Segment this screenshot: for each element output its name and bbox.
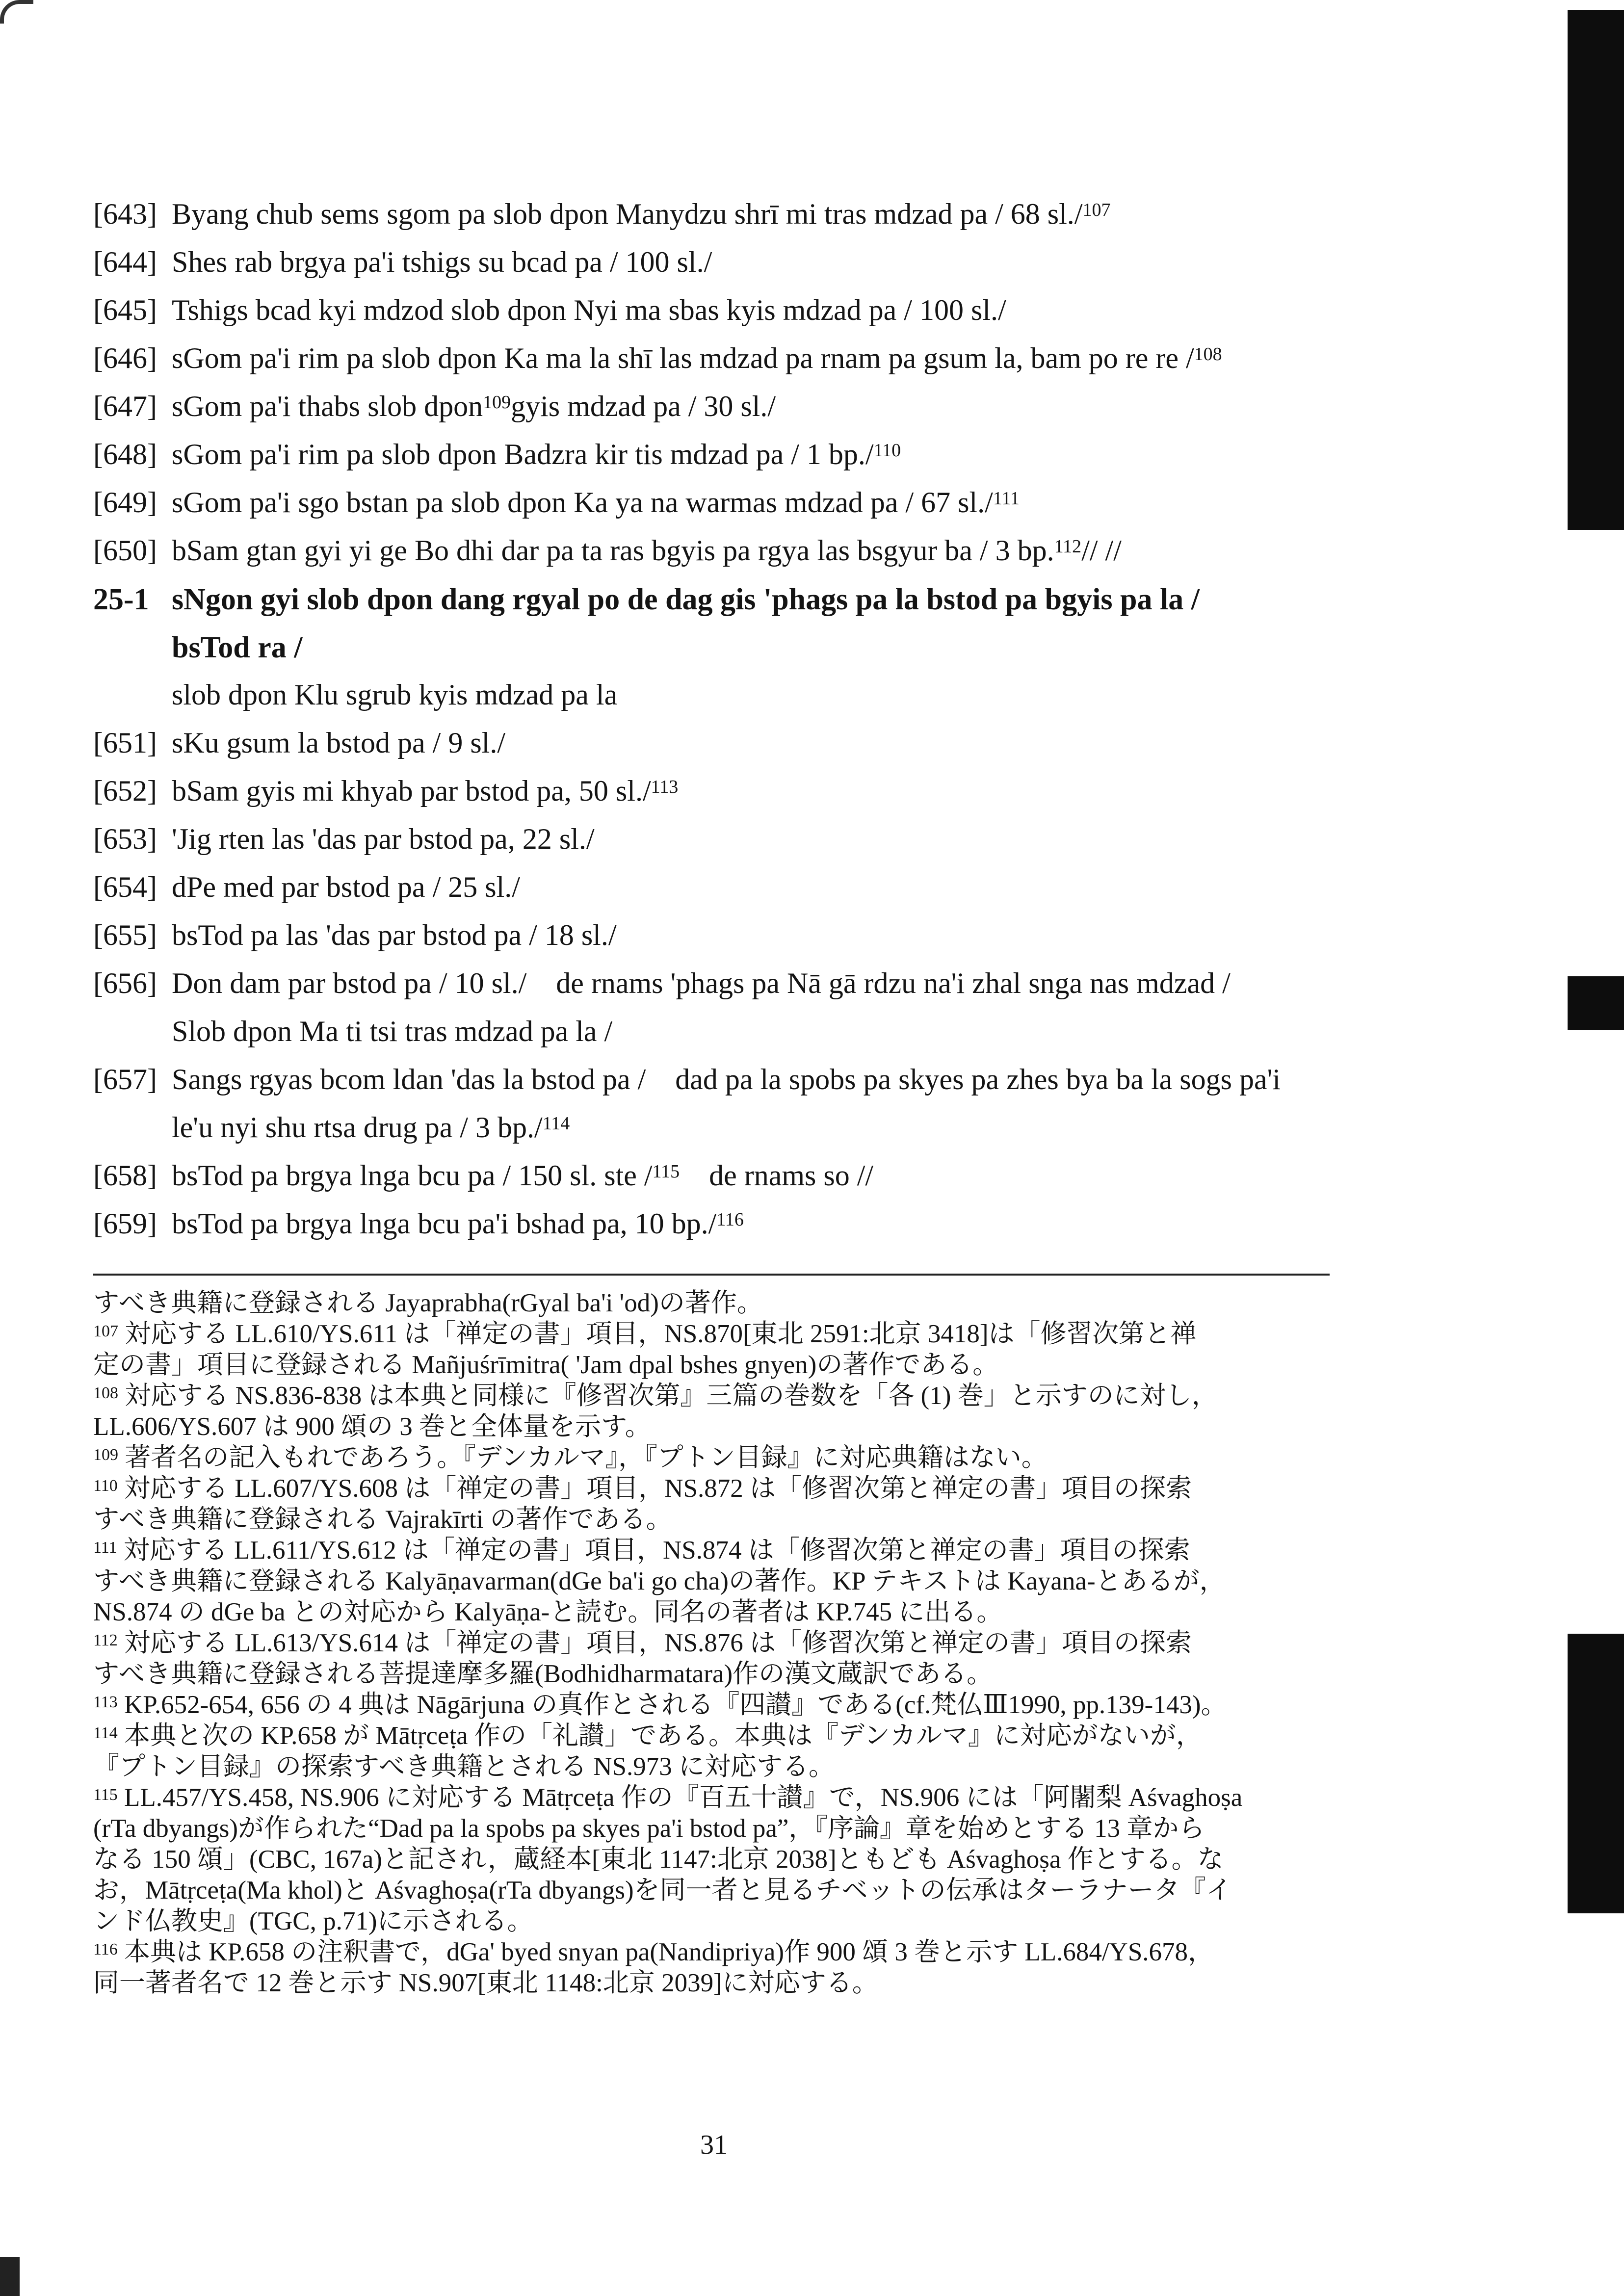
scan-edge-bar — [1568, 10, 1624, 530]
entry-number: [643] — [93, 198, 157, 230]
text-run: dPe med par bstod pa / 25 sl./ — [172, 871, 520, 903]
footnote-ref: 108 — [93, 1384, 118, 1402]
entry-number: [659] — [93, 1207, 157, 1240]
main-text — [93, 196, 1320, 1254]
entry-text — [172, 1206, 1320, 1241]
entry-text — [172, 196, 1320, 232]
footnote-line — [93, 1350, 1339, 1381]
text-run: Shes rab brgya pa'i tshigs su bcad pa / 100 sl./ — [172, 246, 712, 278]
catalog-entry — [93, 821, 1320, 857]
footnote-ref: 116 — [93, 1940, 118, 1958]
catalog-entry — [93, 292, 1320, 328]
footnotes — [93, 1288, 1339, 1999]
entry-line — [172, 1062, 1320, 1097]
text-run: 同一著者名で 12 巻と示す NS.907[東北 1148:北京 2039]に対応する。 — [93, 1969, 878, 1997]
entry-text — [172, 869, 1320, 905]
entry-line — [172, 485, 1320, 520]
text-run: すべき典籍に登録される Vajrakīrti の著作である。 — [93, 1505, 672, 1534]
entry-line — [172, 965, 1320, 1001]
entry-line — [172, 1158, 1320, 1193]
entry-text — [172, 917, 1320, 953]
entry-text — [172, 437, 1320, 472]
section-title-line: bsTod ra / — [172, 631, 303, 664]
footnote-ref: 114 — [93, 1724, 118, 1742]
footnote-line — [93, 1288, 1339, 1319]
catalog-entry — [93, 1158, 1320, 1193]
footnote-line — [93, 1381, 1339, 1411]
footnote-line — [93, 1566, 1339, 1597]
catalog-entry — [93, 725, 1320, 760]
section-heading — [93, 581, 1320, 666]
footnote-line — [93, 1690, 1339, 1721]
entry-number: [645] — [93, 294, 157, 326]
entry-list — [93, 196, 1320, 568]
scan-edge-bar — [1568, 976, 1624, 1030]
footnote-ref: 110 — [873, 440, 901, 461]
entry-text — [172, 340, 1320, 376]
entry-number: [656] — [93, 967, 157, 999]
text-run: sKu gsum la bstod pa / 9 sl./ — [172, 727, 506, 759]
text-run: NS.874 の dGe ba との対応から Kalyāṇa-と読む。同名の著者は KP.745 に出る。 — [93, 1598, 1003, 1626]
scan-edge-mark — [0, 2257, 20, 2296]
entry-number: [649] — [93, 486, 157, 519]
footnote-line — [93, 1782, 1339, 1813]
text-run: sGom pa'i rim pa slob dpon Ka ma la shī las mdzad pa rnam pa gsum la, bam po re re / — [172, 342, 1194, 374]
text-run: LL.606/YS.607 は 900 頌の 3 巻と全体量を示す。 — [93, 1412, 651, 1441]
footnote-ref: 111 — [93, 1539, 117, 1557]
text-run: (rTa dbyangs)が作られた“Dad pa la spobs pa skyes pa'i bstod pa”，『序論』章を始めとする 13 章から — [93, 1814, 1205, 1843]
footnote-line — [93, 1504, 1339, 1535]
catalog-entry — [93, 196, 1320, 232]
entry-line — [172, 1014, 1320, 1049]
entry-line — [172, 773, 1320, 809]
text-run: 『プトン目録』の探索すべき典籍とされる NS.973 に対応する。 — [93, 1752, 835, 1781]
entry-text — [172, 1158, 1320, 1193]
entry-text — [172, 725, 1320, 760]
catalog-entry — [93, 340, 1320, 376]
footnote-ref: 107 — [93, 1322, 118, 1340]
text-run: Sangs rgyas bcom ldan 'das la bstod pa / — [172, 1063, 646, 1096]
text-run: sGom pa'i rim pa slob dpon Badzra kir tis mdzad pa / 1 bp./ — [172, 438, 874, 470]
text-run: KP.652-654, 656 の 4 典は Nāgārjuna の真作とされる『四讃』である(cf.梵仏Ⅲ1990, pp.139-143)。 — [117, 1691, 1227, 1719]
entry-number: [653] — [93, 823, 157, 855]
footnote-line — [93, 1628, 1339, 1659]
entry-number: [644] — [93, 246, 157, 278]
footnote-line — [93, 1937, 1339, 1968]
footnote-line — [93, 1597, 1339, 1628]
author-line: slob dpon Klu sgrub kyis mdzad pa la — [172, 678, 618, 711]
footnote-ref: 115 — [652, 1161, 680, 1182]
footnote-line — [93, 1473, 1339, 1504]
entry-text — [172, 485, 1320, 520]
text-run: お，Mātṛceṭa(Ma khol)と Aśvaghoṣa(rTa dbyangs)を同一者と見るチベットの伝承はターラナータ『イ — [93, 1876, 1232, 1905]
footnote-line — [93, 1968, 1339, 1999]
footnote-line — [93, 1813, 1339, 1844]
text-run: Byang chub sems sgom pa slob dpon Manydzu shrī mi tras mdzad pa / 68 sl./ — [172, 198, 1083, 230]
text-run: // // — [1081, 534, 1122, 567]
text-run: 対応する LL.607/YS.608 は「禅定の書」項目，NS.872 は「修習次第と禅定の書」項目の探索 — [117, 1474, 1192, 1503]
footnote-ref: 115 — [93, 1786, 118, 1804]
footnote-line — [93, 1875, 1339, 1906]
entry-line — [172, 917, 1320, 953]
text-run: Don dam par bstod pa / 10 sl./ — [172, 967, 527, 999]
footnote-line — [93, 1751, 1339, 1782]
entry-text — [172, 292, 1320, 328]
entry-number: [654] — [93, 871, 157, 903]
text-run: 著者名の記入もれであろう。『デンカルマ』，『プトン目録』に対応典籍はない。 — [118, 1443, 1048, 1472]
footnote-line — [93, 1906, 1339, 1937]
entry-line — [172, 389, 1320, 424]
page-number: 31 — [700, 2130, 728, 2160]
scan-corner-mark — [0, 0, 33, 24]
text-run: 本典は KP.658 の注釈書で，dGa' byed snyan pa(Nandipriya)作 900 頌 3 巻と示す LL.684/YS.678， — [117, 1938, 1214, 1966]
text-run: すべき典籍に登録される Kalyāṇavarman(dGe ba'i go cha)の著作。KP テキストは Kayana-とあるが， — [93, 1567, 1226, 1595]
entry-text — [172, 821, 1320, 857]
catalog-entry — [93, 485, 1320, 520]
catalog-entry — [93, 437, 1320, 472]
text-run: すべき典籍に登録される Jayaprabha(rGyal ba'i 'od)の著作。 — [93, 1289, 763, 1317]
catalog-entry — [93, 1206, 1320, 1241]
entry-line — [172, 196, 1320, 232]
footnote-line — [93, 1535, 1339, 1566]
footnote-ref: 113 — [93, 1693, 118, 1711]
text-run: すべき典籍に登録される菩提達摩多羅(Bodhidharmatara)作の漢文蔵訳である。 — [93, 1660, 993, 1688]
entry-text — [172, 773, 1320, 809]
entry-number: [651] — [93, 727, 157, 759]
footnote-ref: 109 — [93, 1446, 118, 1464]
text-run: 対応する LL.610/YS.611 は「禅定の書」項目，NS.870[東北 2591:北京 3418]は「修習次第と禅 — [118, 1320, 1197, 1348]
entry-line — [172, 1206, 1320, 1241]
entry-line — [172, 1110, 1320, 1145]
text-run: Tshigs bcad kyi mdzod slob dpon Nyi ma sbas kyis mdzad pa / 100 sl./ — [172, 294, 1006, 326]
scan-edge-bar — [1568, 1634, 1624, 1913]
entry-line — [172, 533, 1320, 568]
text-run: bSam gyis mi khyab par bstod pa, 50 sl./ — [172, 775, 651, 807]
text-run: Slob dpon Ma ti tsi tras mdzad pa la / — [172, 1015, 613, 1047]
text-run: ンド仏教史』(TGC, p.71)に示される。 — [93, 1907, 533, 1935]
entry-number: [658] — [93, 1159, 157, 1192]
text-run: 定の書」項目に登録される Mañjuśrīmitra( 'Jam dpal bshes gnyen)の著作である。 — [93, 1351, 999, 1379]
entry-text — [172, 244, 1320, 280]
footnote-line — [93, 1411, 1339, 1442]
footnote-line — [93, 1844, 1339, 1875]
entry-number: [652] — [93, 775, 157, 807]
entry-line — [172, 869, 1320, 905]
text-run: sGom pa'i sgo bstan pa slob dpon Ka ya na warmas mdzad pa / 67 sl./ — [172, 486, 993, 519]
entry-text — [172, 1062, 1320, 1145]
footnote-ref: 116 — [716, 1209, 744, 1230]
footnote-line — [93, 1659, 1339, 1690]
text-run: sGom pa'i thabs slob dpon — [172, 390, 483, 422]
text-run: gyis mdzad pa / 30 sl./ — [511, 390, 776, 422]
text-run: bsTod pa brgya lnga bcu pa'i bshad pa, 10 bp./ — [172, 1207, 717, 1240]
text-run: 本典と次の KP.658 が Mātṛceṭa 作の「礼讃」である。本典は『デンカルマ』に対応がないが， — [117, 1722, 1202, 1750]
footnote-ref: 109 — [483, 392, 511, 413]
entry-line — [172, 821, 1320, 857]
section-number: 25-1 — [93, 583, 149, 616]
text-run: de rnams 'phags pa Nā gā rdzu na'i zhal snga nas mdzad / — [556, 967, 1231, 999]
footnote-rule — [93, 1274, 1330, 1276]
section-title-line: sNgon gyi slob dpon dang rgyal po de dag gis 'phags pa la bstod pa bgyis pa la / — [172, 583, 1200, 616]
footnote-line — [93, 1721, 1339, 1751]
catalog-entry — [93, 1062, 1320, 1145]
entry-line — [172, 292, 1320, 328]
footnote-ref: 112 — [1054, 536, 1082, 557]
catalog-entry — [93, 389, 1320, 424]
entry-line — [172, 437, 1320, 472]
footnote-ref: 111 — [993, 488, 1020, 509]
entry-number: [646] — [93, 342, 157, 374]
catalog-entry — [93, 869, 1320, 905]
footnote-line — [93, 1319, 1339, 1350]
entry-number: [648] — [93, 438, 157, 470]
section-title — [172, 581, 1200, 666]
entry-text — [172, 533, 1320, 568]
footnote-ref: 107 — [1082, 200, 1111, 220]
entry-list — [93, 725, 1320, 1241]
catalog-entry — [93, 773, 1320, 809]
text-run: 'Jig rten las 'das par bstod pa, 22 sl./ — [172, 823, 595, 855]
text-run: 対応する NS.836-838 は本典と同様に『修習次第』三篇の巻数を「各 (1) 巻」と示すのに対し， — [118, 1382, 1218, 1410]
footnote-ref: 108 — [1194, 344, 1222, 365]
text-run: bSam gtan gyi yi ge Bo dhi dar pa ta ras bgyis pa rgya las bsgyur ba / 3 bp. — [172, 534, 1054, 567]
text-run: dad pa la spobs pa skyes pa zhes bya ba la sogs pa'i — [675, 1063, 1281, 1096]
text-run: de rnams so // — [709, 1159, 874, 1192]
entry-text — [172, 389, 1320, 424]
text-run: 対応する LL.611/YS.612 は「禅定の書」項目，NS.874 は「修習次第と禅定の書」項目の探索 — [117, 1536, 1190, 1565]
entry-number: [655] — [93, 919, 157, 951]
entry-line — [172, 725, 1320, 760]
entry-number: [647] — [93, 390, 157, 422]
catalog-entry — [93, 917, 1320, 953]
text-run: 対応する LL.613/YS.614 は「禅定の書」項目，NS.876 は「修習次第と禅定の書」項目の探索 — [117, 1629, 1192, 1657]
footnote-ref: 112 — [93, 1631, 118, 1649]
text-run: なる 150 頌」(CBC, 167a)と記され，蔵経本[東北 1147:北京 2038]ともども Aśvaghoṣa 作とする。な — [93, 1845, 1224, 1874]
catalog-entry — [93, 533, 1320, 568]
catalog-entry — [93, 244, 1320, 280]
footnote-ref: 110 — [93, 1477, 118, 1495]
footnote-line — [93, 1442, 1339, 1473]
text-run: bsTod pa las 'das par bstod pa / 18 sl./ — [172, 919, 617, 951]
catalog-entry — [93, 965, 1320, 1049]
text-run: bsTod pa brgya lnga bcu pa / 150 sl. ste / — [172, 1159, 653, 1192]
entry-number: [650] — [93, 534, 157, 567]
text-run: le'u nyi shu rtsa drug pa / 3 bp./ — [172, 1111, 543, 1144]
entry-number: [657] — [93, 1063, 157, 1096]
text-run: LL.457/YS.458, NS.906 に対応する Mātṛceṭa 作の『百五十讃』で，NS.906 には「阿闍梨 Aśvaghoṣa — [117, 1783, 1243, 1812]
footnote-ref: 114 — [542, 1113, 570, 1134]
footnote-ref: 113 — [651, 777, 679, 797]
entry-text — [172, 965, 1320, 1049]
entry-line — [172, 340, 1320, 376]
entry-line — [172, 244, 1320, 280]
